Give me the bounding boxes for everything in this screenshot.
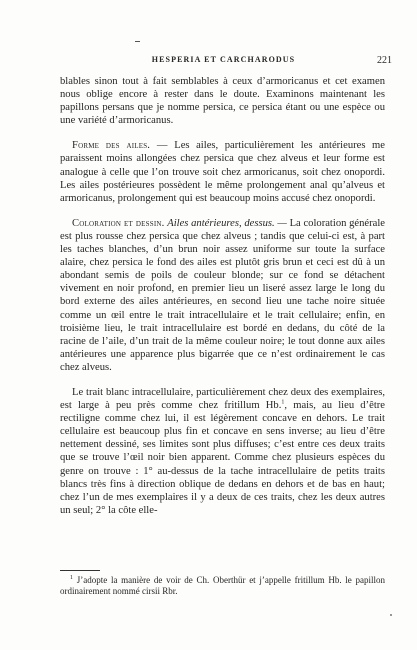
subheading-forewings-upperside: Ailes antérieures, dessus. —: [167, 217, 287, 229]
paragraph-coloration: [60, 217, 385, 374]
section-heading-wing-shape: Forme des ailes. —: [72, 140, 168, 152]
running-head: HESPERIA ET CARCHARODUS: [151, 55, 296, 64]
page-mark: [135, 41, 140, 42]
paragraph-white-trait-text-2: , mais, au lieu d’être rectiligne comme chez lui, il est légèrement concave en dehors. Le trait cellulaire est beaucoup plus fin et concave en sens inverse; au lieu d’être nettement dessiné, ses limites sont plus diffuses; c’est entre ces deux traits que se trouve l’œil noir bien apparent. Comme chez plusieurs espèces du genre on trouve : 1° au-dessus de la tache intracellulaire de petits traits blancs très fins à direction oblique de dedans en dehors et de bas en haut; chez l’un de mes exemplaires il y a deux de ces traits, chez les deux autres un seul; 2° la côte elle-: [60, 400, 386, 516]
paper-speck: [390, 614, 392, 616]
page-header: [55, 55, 392, 69]
paragraph-wing-shape-text: Les ailes, particulièrement les antérieures me paraissent moins allongées chez persica que chez alveus et leur forme est analogue à celle que l’on trouve soit chez armoricanus, soit chez onopordi. Les ailes postérieures possèdent le même prolongement anal qu’alveus et armoricanus, prolongement qui est beaucoup moins accusé chez onopordi.: [60, 140, 385, 204]
paragraph-coloration-text: La coloration générale est plus rousse chez persica que chez alveus ; tandis que celui-ci est, à part les taches blanches, d’un brun noir assez uniforme sur toute la surface alaire, chez persica le fond des ailes est plutôt gris brun et ceci est dû à un abondant semis de poils de couleur blonde; sur ce fond se détachent vivement en noir profond, en premier lieu un liseré assez large le long du bord externe des ailes antérieures, en second lieu une tache noire située comme un œil entre le trait intracellulaire et le trait cellulaire; enfin, en troisième lieu, le trait intracellulaire est bordé en dedans, du côté de la racine de l’aile, d’un trait de la même couleur noire; le tout donne aux ailes antérieures une apparence plus bigarrée que ce n’est ordinairement le cas chez alveus.: [60, 217, 386, 373]
page-body: [60, 75, 385, 529]
paragraph-white-trait: [60, 386, 385, 517]
footnote-reference: 1: [281, 399, 285, 406]
paragraph-white-trait-text: Le trait blanc intracellulaire, particulièrement chez deux des exemplaires, est large à peu près comme chez fritillum Hb.: [60, 386, 385, 412]
paragraph-wing-shape: [60, 139, 385, 204]
footnote-text: J’adopte la manière de voir de Ch. Oberthür et j’appelle fritillum Hb. le papillon ordinairement nommé cirsii Rbr.: [60, 575, 386, 596]
section-heading-coloration: Coloration et dessin.: [72, 217, 165, 229]
footnote-rule: [60, 570, 100, 571]
footnote: [60, 575, 385, 597]
footnote-marker: 1: [70, 575, 73, 581]
page-number: 221: [377, 55, 392, 66]
paragraph-continuation: blables sinon tout à fait semblables à ceux d’armoricanus et cet examen nous oblige encore à rester dans le doute. Examinons maintenant les papillons persans que je nomme persica, ce persica étant ou une espèce ou une variété d’armoricanus.: [60, 76, 385, 127]
